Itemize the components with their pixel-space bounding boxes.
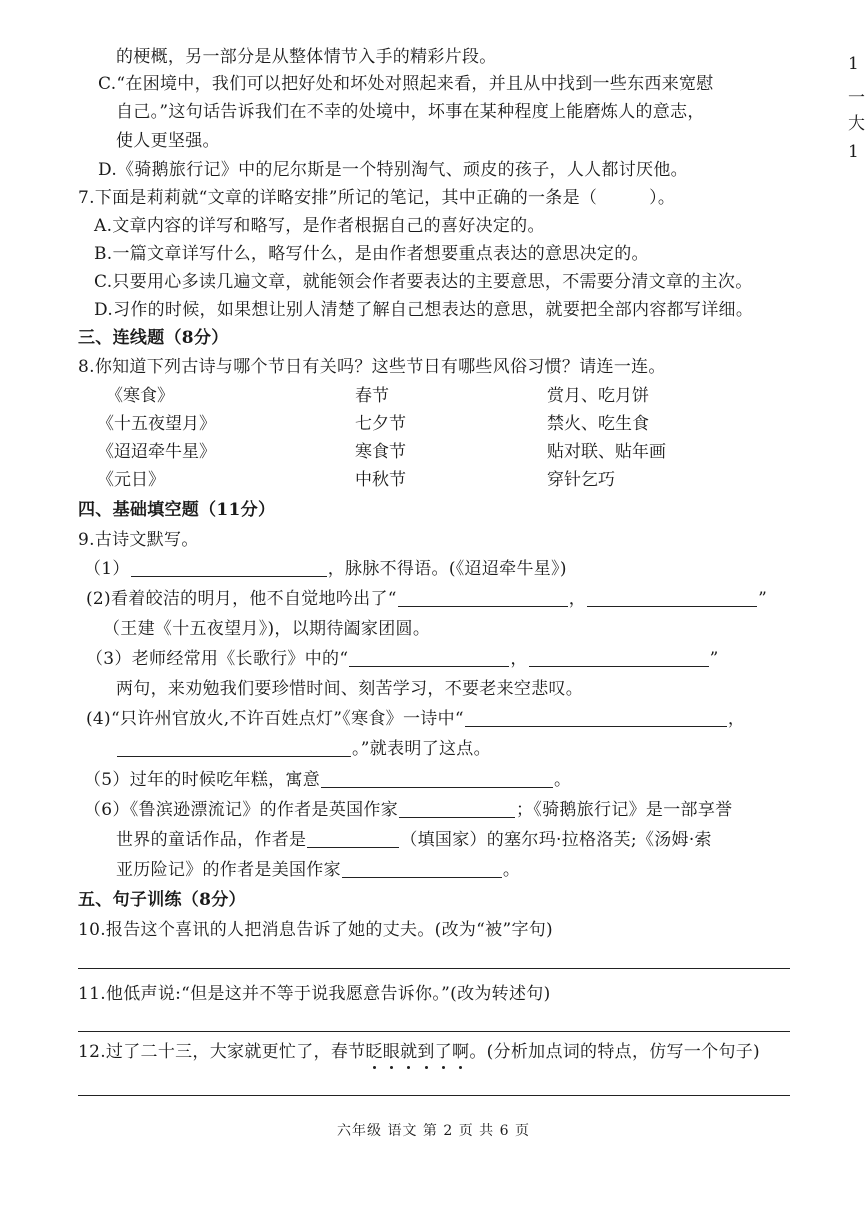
dotted-char: 啊 [452,1042,470,1062]
edge-mark: 大 [848,114,865,134]
q9-item3: （3）老师经常用《长歌行》中的“ ， ” [86,649,719,669]
section4-title: 四、基础填空题（11分） [78,500,276,520]
q9-item3-line2: 两句，来劝勉我们要珍惜时间、刻苦学习，不要老来空悲叹。 [116,679,584,699]
answer-blank[interactable] [465,708,727,727]
answer-blank[interactable] [529,648,709,667]
q8-poem[interactable]: 《十五夜望月》 [97,414,216,434]
option-c-line1: C.“在困境中，我们可以把好处和坏处对照起来看，并且从中找到一些东西来宽慰 [98,74,714,94]
q8-poem[interactable]: 《元日》 [97,470,165,490]
q7-stem: 7.下面是莉莉就“文章的详略安排”所记的笔记，其中正确的一条是（ ）。 [78,188,676,208]
answer-blank[interactable] [321,769,553,788]
q9-item2-line2: （王建《十五夜望月》)，以期待阖家团圆。 [103,619,431,639]
option-c-line3: 使人更坚强。 [116,131,220,151]
q8-festival[interactable]: 寒食节 [355,442,406,462]
q9-item2: (2)看着皎洁的明月，他不自觉地吟出了“ ， ” [86,589,768,609]
page-footer: 六年级 语文 第 2 页 共 6 页 [337,1123,530,1139]
dotted-char: 眼 [382,1042,401,1062]
q8-festival[interactable]: 春节 [355,386,389,406]
answer-blank[interactable] [131,558,327,577]
q7-option-b: B.一篇文章详写什么，略写什么，是由作者想要重点表达的意思决定的。 [94,244,649,264]
q8-custom[interactable]: 贴对联、贴年画 [547,442,666,462]
option-d: D.《骑鹅旅行记》中的尼尔斯是一个特别淘气、顽皮的孩子，人人都讨厌他。 [98,160,688,180]
dotted-char: 了 [434,1042,452,1062]
section5-title: 五、句子训练（8分） [78,890,246,910]
option-b-tail: 的梗概，另一部分是从整体情节入手的精彩片段。 [116,47,497,67]
q11-text: 11.他低声说:“但是这并不等于说我愿意告诉你。”(改为转述句) [78,984,551,1004]
q8-festival[interactable]: 七夕节 [355,414,406,434]
q8-custom[interactable]: 穿针乞巧 [547,470,615,490]
answer-blank[interactable] [117,738,351,757]
answer-blank[interactable] [342,859,502,878]
answer-blank[interactable] [307,829,399,848]
q7-option-c: C.只要用心多读几遍文章，就能领会作者要表达的主要意思，不需要分清文章的主次。 [94,272,753,292]
q10-text: 10.报告这个喜讯的人把消息告诉了她的丈夫。(改为“被”字句) [78,920,553,940]
dotted-char: 到 [417,1042,435,1062]
q8-custom[interactable]: 赏月、吃月饼 [547,386,649,406]
dotted-char: 就 [400,1042,418,1062]
q9-item4-line2: 。”就表明了这点。 [116,737,491,761]
answer-blank[interactable] [349,648,509,667]
section3-title: 三、连线题（8分） [78,328,229,348]
q8-stem: 8.你知道下列古诗与哪个节日有关吗？这些节日有哪些风俗习惯？请连一连。 [78,357,666,377]
dotted-char: 眨 [365,1042,383,1062]
answer-blank[interactable] [399,799,515,818]
edge-mark: 一 [848,88,865,108]
edge-mark: 1 [848,142,859,162]
option-c-line2: 自己。”这句话告诉我们在不幸的处境中，坏事在某种程度上能磨炼人的意志， [116,102,705,122]
q9-item6-line3: 亚历险记》的作者是美国作家 。 [116,860,521,880]
q8-poem[interactable]: 《寒食》 [106,386,174,406]
edge-mark: 1 [848,54,859,74]
q11-answer-line[interactable] [78,1031,790,1032]
q7-option-a: A.文章内容的详写和略写，是作者根据自己的喜好决定的。 [94,216,545,236]
q12-text: 12.过了二十三，大家就更忙了，春节眨眼就到了啊。(分析加点词的特点，仿写一个句子) [78,1042,760,1062]
q8-custom[interactable]: 禁火、吃生食 [547,414,649,434]
q10-answer-line[interactable] [78,968,790,969]
q8-poem[interactable]: 《迢迢牵牛星》 [97,442,216,462]
q12-answer-line[interactable] [78,1095,790,1096]
answer-blank[interactable] [398,588,568,607]
q8-festival[interactable]: 中秋节 [355,470,406,490]
q9-item6-line2: 世界的童话作品，作者是 （填国家）的塞尔玛·拉格洛芙;《汤姆·索 [116,830,712,850]
q9-item6: （6）《鲁滨逊漂流记》的作者是英国作家 ；《骑鹅旅行记》是一部享誉 [84,800,733,820]
answer-blank[interactable] [587,588,757,607]
q9-item4: (4)“只许州官放火,不许百姓点灯”《寒食》一诗中“ ， [86,709,746,729]
q7-option-d: D.习作的时候，如果想让别人清楚了解自己想表达的意思，就要把全部内容都写详细。 [94,300,754,320]
q9-stem: 9.古诗文默写。 [78,530,199,550]
q9-item1: （1） ，脉脉不得语。(《迢迢牵牛星》) [84,559,567,579]
q9-item5: （5）过年的时候吃年糕，寓意 。 [84,770,572,790]
